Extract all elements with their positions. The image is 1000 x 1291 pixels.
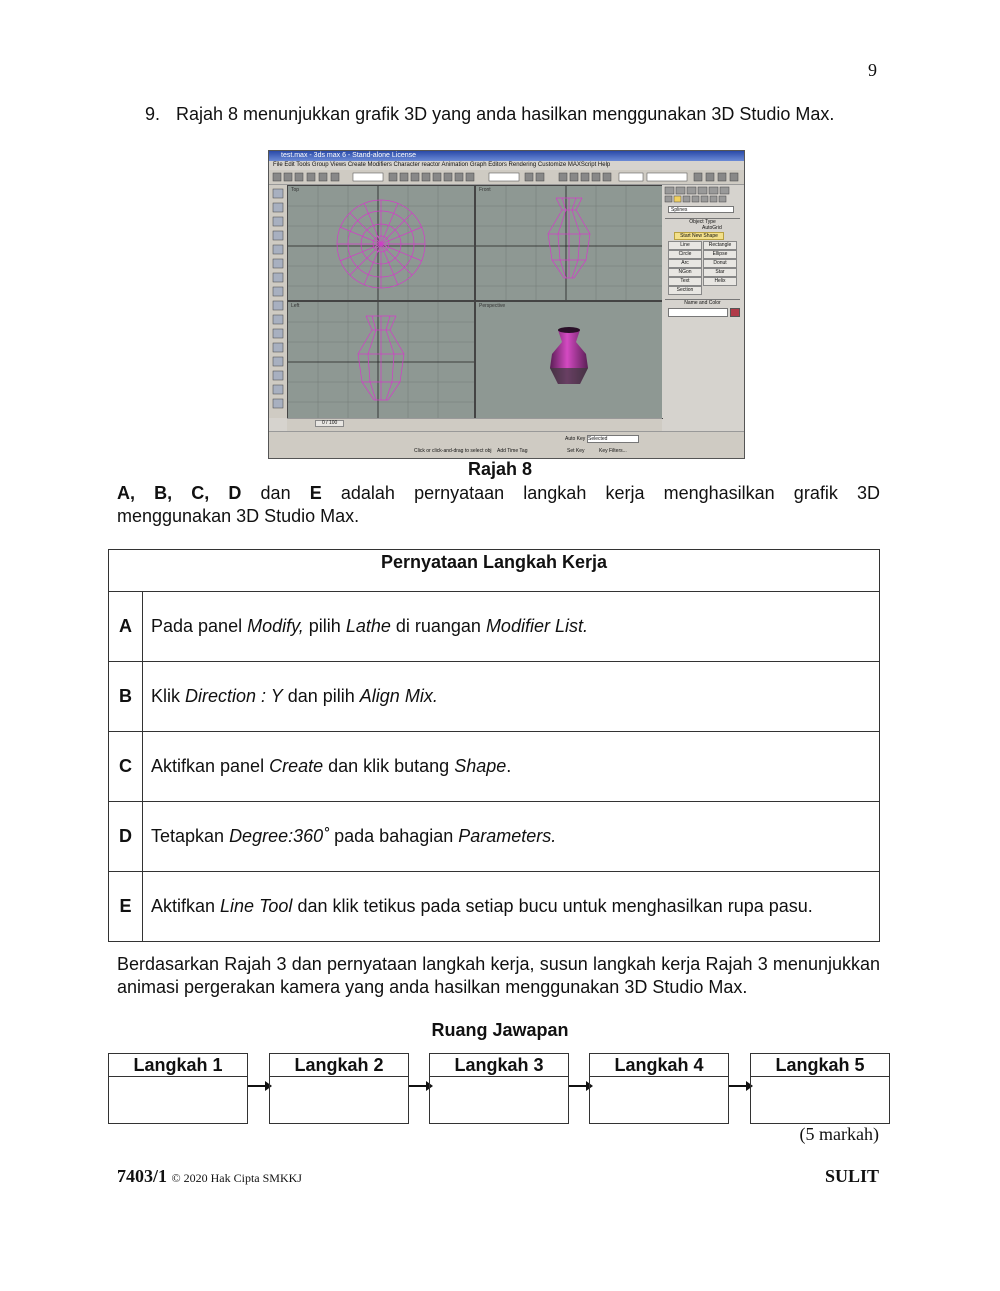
donut-button[interactable]: Donut — [703, 259, 737, 268]
set-key-button[interactable]: Set Key — [567, 448, 585, 454]
viewport-left-label: Left — [291, 303, 300, 309]
app-titlebar: test.max - 3ds max 6 - Stand-alone License — [269, 151, 744, 161]
start-new-shape-checkbox[interactable]: Start New Shape — [674, 232, 724, 240]
row-label: D — [109, 802, 143, 872]
copyright: © 2020 Hak Cipta SMKKJ — [171, 1171, 302, 1185]
line-button[interactable]: Line — [668, 241, 702, 250]
intro-line-2: menggunakan 3D Studio Max. — [117, 506, 360, 526]
question-number: 9. — [145, 104, 161, 124]
row-label: A — [109, 592, 143, 662]
row-label: E — [109, 872, 143, 942]
table-row — [109, 802, 880, 872]
arrow-right-icon — [729, 1085, 751, 1087]
step-box-2[interactable] — [269, 1053, 409, 1124]
step-box-4[interactable] — [589, 1053, 729, 1124]
classification-label: SULIT — [824, 1166, 879, 1186]
viewport-top-label: Top — [291, 187, 300, 193]
step-box-label: Langkah 3 — [430, 1054, 568, 1077]
instruction-paragraph: Berdasarkan Rajah 3 dan pernyataan langkah kerja, susun langkah kerja Rajah 3 menunjukkan animasi pergerakan kamera yang anda hasilkan menggunakan 3D Studio Max. — [117, 954, 880, 997]
autogrid-checkbox[interactable]: AutoGrid — [702, 225, 722, 231]
intro-paragraph — [117, 482, 880, 528]
intro-dan: dan — [260, 483, 291, 503]
arrow-right-icon — [569, 1085, 591, 1087]
question-text: Rajah 8 menunjukkan grafik 3D yang anda hasilkan menggunakan 3D Studio Max. — [176, 104, 835, 124]
step-box-label: Langkah 1 — [109, 1054, 247, 1077]
rectangle-button[interactable]: Rectangle — [703, 241, 737, 250]
step-box-1[interactable] — [108, 1053, 248, 1124]
step-box-3[interactable] — [429, 1053, 569, 1124]
row-statement: Aktifkan Line Tool dan klik tetikus pada setiap bucu untuk menghasilkan rupa pasu. — [143, 872, 880, 942]
viewport-top[interactable] — [287, 185, 475, 301]
arrow-right-icon — [248, 1085, 270, 1087]
ellipse-button[interactable]: Ellipse — [703, 250, 737, 259]
answer-space-title: Ruang Jawapan — [431, 1020, 569, 1040]
footer-left — [117, 1166, 302, 1187]
key-filters-button[interactable]: Key Filters... — [599, 448, 627, 454]
row-label: C — [109, 732, 143, 802]
table-row — [109, 732, 880, 802]
figure-caption: Rajah 8 — [467, 459, 533, 479]
viewport-front-label: Front — [479, 187, 491, 193]
auto-key-button[interactable]: Auto Key — [565, 436, 586, 442]
circle-button[interactable]: Circle — [668, 250, 702, 259]
object-name-input[interactable] — [668, 308, 728, 317]
intro-e: E — [309, 483, 322, 503]
arrow-right-icon — [409, 1085, 431, 1087]
intro-line-1 — [117, 482, 880, 505]
status-bar — [269, 431, 744, 459]
viewport-front-drawing — [476, 186, 662, 300]
step-box-label: Langkah 4 — [590, 1054, 728, 1077]
splines-dropdown[interactable]: Splines — [668, 206, 734, 213]
object-color-swatch[interactable] — [730, 308, 740, 317]
page-number: 9 — [868, 60, 877, 80]
app-toolbar — [269, 170, 744, 185]
steps-table-header: Pernyataan Langkah Kerja — [109, 550, 880, 592]
time-slider[interactable] — [287, 418, 662, 431]
app-menubar: File Edit Tools Group Views Create Modifiers Character reactor Animation Graph Editors Rendering Customize MAXScript Help — [273, 162, 611, 168]
figure-3dsmax-screenshot — [268, 150, 745, 459]
intro-letters: A, B, C, D — [117, 483, 242, 503]
time-slider-thumb[interactable]: 0 / 100 — [315, 420, 344, 427]
star-button[interactable]: Star — [703, 268, 737, 277]
row-label: B — [109, 662, 143, 732]
viewport-top-drawing — [288, 186, 474, 300]
row-statement: Pada panel Modify, pilih Lathe di ruangan Modifier List. — [143, 592, 880, 662]
arc-button[interactable]: Arc — [668, 259, 702, 268]
helix-button[interactable]: Helix — [703, 277, 737, 286]
step-box-label: Langkah 5 — [751, 1054, 889, 1077]
add-time-tag-button[interactable]: Add Time Tag — [497, 448, 528, 454]
status-prompt: Click or click-and-drag to select obj — [414, 448, 492, 454]
question — [145, 103, 880, 126]
ngon-button[interactable]: NGon — [668, 268, 702, 277]
viewport-perspective-drawing — [476, 302, 662, 418]
command-panel-tabs — [662, 185, 743, 205]
key-mode-dropdown[interactable]: Selected — [587, 435, 639, 443]
name-color-rollout[interactable]: Name and Color — [665, 299, 740, 306]
table-row — [109, 662, 880, 732]
viewport-front[interactable] — [475, 185, 663, 301]
toolbar-icons — [269, 170, 744, 184]
paper-code: 7403/1 — [117, 1166, 168, 1186]
row-statement: Tetapkan Degree:360˚ pada bahagian Parameters. — [143, 802, 880, 872]
object-type-rollout[interactable]: Object Type — [665, 218, 740, 225]
viewport-perspective[interactable] — [475, 301, 663, 419]
viewport-left[interactable] — [287, 301, 475, 419]
intro-rest: adalah pernyataan langkah kerja menghasilkan grafik 3D — [340, 483, 880, 503]
left-toolbar-icons — [269, 185, 287, 418]
steps-table — [108, 549, 880, 942]
step-box-label: Langkah 2 — [270, 1054, 408, 1077]
row-statement: Aktifkan panel Create dan klik butang Shape. — [143, 732, 880, 802]
viewport-left-drawing — [288, 302, 474, 418]
table-row — [109, 872, 880, 942]
text-button[interactable]: Text — [668, 277, 702, 286]
section-button[interactable]: Section — [668, 286, 702, 295]
command-panel — [662, 185, 743, 418]
viewport-perspective-label: Perspective — [479, 303, 506, 309]
row-statement: Klik Direction : Y dan pilih Align Mix. — [143, 662, 880, 732]
step-box-5[interactable] — [750, 1053, 890, 1124]
marks-label: (5 markah) — [799, 1124, 879, 1144]
table-row — [109, 592, 880, 662]
left-toolbar — [269, 185, 287, 418]
